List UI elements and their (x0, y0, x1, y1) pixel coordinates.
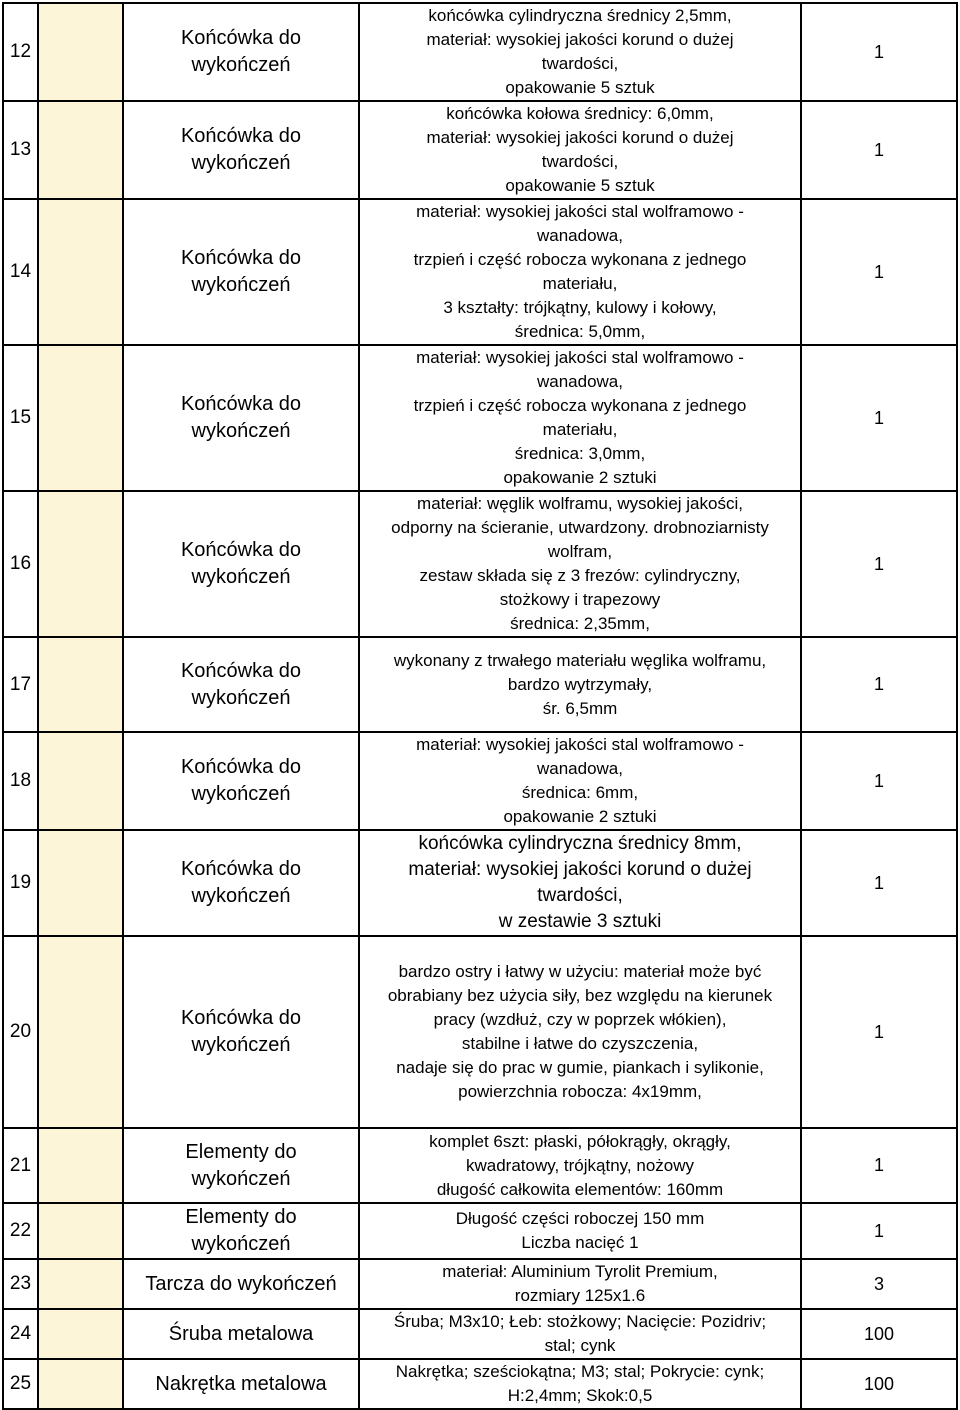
empty-cell (38, 732, 123, 830)
description-line: materiał: wysokiej jakości korund o dużej (426, 128, 734, 147)
description-line: materiał: Aluminium Tyrolit Premium, (442, 1262, 718, 1281)
description-line: śr. 6,5mm (542, 698, 618, 718)
description-cell (359, 732, 801, 830)
row-number-cell: 16 (3, 491, 38, 637)
item-name-cell (123, 830, 359, 936)
item-name-cell (123, 1128, 359, 1203)
description-line: zestaw składa się z 3 frezów: cylindryczny, (419, 566, 741, 585)
quantity-cell: 1 (801, 3, 957, 101)
table-row (3, 491, 957, 637)
empty-cell (38, 3, 123, 101)
table-row (3, 637, 957, 732)
quantity-cell: 1 (801, 491, 957, 637)
item-name-line: Końcówka do (180, 1007, 302, 1029)
description-line: średnica: 3,0mm, (514, 444, 646, 463)
table-row (3, 101, 957, 199)
description-line: kwadratowy, trójkątny, nożowy (465, 1155, 694, 1175)
item-name-line: wykończeń (191, 1233, 291, 1255)
empty-cell (38, 491, 123, 637)
item-name-cell (123, 3, 359, 101)
empty-cell (38, 1309, 123, 1359)
item-name-line: wykończeń (191, 686, 291, 709)
description-cell (359, 637, 801, 732)
item-name-line: Elementy do (185, 1206, 297, 1228)
quantity-cell: 1 (801, 101, 957, 199)
description-line: nadaje się do prac w gumie, piankach i sylikonie, (396, 1058, 764, 1077)
item-name-line: wykończeń (191, 420, 291, 442)
description-line: Liczba nacięć 1 (521, 1233, 639, 1252)
quantity-cell: 1 (801, 732, 957, 830)
table-row (3, 199, 957, 345)
item-name-line: Końcówka do (180, 756, 302, 778)
description-cell (359, 1309, 801, 1359)
description-line: komplet 6szt: płaski, półokrągły, okrągły, (429, 1131, 731, 1151)
item-name-line: Końcówka do (180, 393, 302, 415)
item-name-cell (123, 936, 359, 1128)
description-line: materiał: wysokiej jakości stal wolframowo - (416, 202, 744, 221)
item-name-line: Końcówka do (180, 539, 302, 561)
empty-cell (38, 637, 123, 732)
description-line: materiał: wysokiej jakości stal wolframowo - (416, 348, 744, 367)
table-row (3, 830, 957, 936)
description-line: średnica: 6mm, (521, 783, 639, 802)
row-number-cell: 12 (3, 3, 38, 101)
row-number-cell: 17 (3, 637, 38, 732)
table-row (3, 1259, 957, 1309)
description-line: wanadowa, (536, 759, 623, 778)
description-line: wolfram, (547, 542, 613, 561)
item-name-line: Nakrętka metalowa (155, 1372, 327, 1395)
quantity-cell: 1 (801, 1128, 957, 1203)
table-body (3, 3, 957, 1409)
description-line: opakowanie 2 sztuki (503, 468, 657, 487)
table-row (3, 732, 957, 830)
description-line: średnica: 2,35mm, (510, 614, 650, 633)
description-line: długość całkowita elementów: 160mm (436, 1179, 724, 1199)
item-name-cell (123, 732, 359, 830)
item-name-line: Śruba metalowa (168, 1322, 314, 1345)
empty-cell (38, 1359, 123, 1409)
description-line: średnica: 5,0mm, (514, 322, 646, 341)
quantity-cell: 1 (801, 637, 957, 732)
specification-table (2, 2, 958, 1410)
quantity-cell: 1 (801, 199, 957, 345)
row-number-cell: 20 (3, 936, 38, 1128)
description-line: wanadowa, (536, 226, 623, 245)
empty-cell (38, 345, 123, 491)
item-name-cell (123, 101, 359, 199)
description-line: rozmiary 125x1.6 (514, 1286, 646, 1305)
item-name-cell (123, 199, 359, 345)
description-line: powierzchnia robocza: 4x19mm, (458, 1082, 702, 1101)
item-name-line: Końcówka do (180, 858, 302, 880)
description-line: stabilne i łatwe do czyszczenia, (461, 1034, 699, 1053)
table-row (3, 936, 957, 1128)
item-name-cell (123, 637, 359, 732)
description-cell (359, 491, 801, 637)
description-line: twardości, (541, 54, 619, 73)
item-name-line: wykończeń (191, 54, 291, 76)
description-line: materiał: wysokiej jakości korund o dużej (426, 30, 734, 49)
description-line: 3 kształty: trójkątny, kulowy i kołowy, (443, 298, 717, 317)
description-line: materiału, (542, 274, 618, 293)
row-number-cell: 14 (3, 199, 38, 345)
description-line: Długość części roboczej 150 mm (455, 1209, 705, 1228)
table-row (3, 345, 957, 491)
item-name-line: Końcówka do (180, 659, 302, 682)
description-line: materiał: wysokiej jakości korund o dużej (408, 859, 752, 880)
description-line: trzpień i część robocza wykonana z jednego (413, 250, 747, 269)
empty-cell (38, 1203, 123, 1259)
item-name-line: Tarcza do wykończeń (145, 1272, 337, 1295)
description-line: końcówka kołowa średnicy: 6,0mm, (446, 104, 714, 123)
description-line: materiał: wysokiej jakości stal wolframowo - (416, 735, 744, 754)
quantity-cell: 100 (801, 1359, 957, 1409)
description-line: obrabiany bez użycia siły, bez względu na kierunek (387, 986, 773, 1005)
description-line: stal; cynk (544, 1336, 616, 1355)
description-line: wanadowa, (536, 372, 623, 391)
item-name-line: Elementy do (185, 1140, 297, 1163)
description-line: w zestawie 3 sztuki (498, 911, 662, 932)
description-line: opakowanie 2 sztuki (503, 807, 657, 826)
row-number-cell: 13 (3, 101, 38, 199)
item-name-line: wykończeń (191, 152, 291, 174)
description-line: Śruba; M3x10; Łeb: stożkowy; Nacięcie: Pozidriv; (393, 1312, 767, 1331)
item-name-cell (123, 1259, 359, 1309)
row-number-cell: 24 (3, 1309, 38, 1359)
description-line: wykonany z trwałego materiału węglika wolframu, (393, 650, 767, 670)
quantity-cell: 1 (801, 830, 957, 936)
description-line: materiał: węglik wolframu, wysokiej jakości, (417, 494, 743, 513)
empty-cell (38, 101, 123, 199)
row-number-cell: 19 (3, 830, 38, 936)
quantity-cell: 100 (801, 1309, 957, 1359)
item-name-line: wykończeń (191, 566, 291, 588)
empty-cell (38, 1259, 123, 1309)
item-name-line: Końcówka do (180, 27, 302, 49)
empty-cell (38, 936, 123, 1128)
item-name-cell (123, 345, 359, 491)
description-cell (359, 1259, 801, 1309)
description-cell (359, 1128, 801, 1203)
item-name-cell (123, 1309, 359, 1359)
description-line: odporny na ścieranie, utwardzony. drobnoziarnisty (391, 518, 769, 537)
item-name-line: wykończeń (191, 1167, 291, 1190)
description-line: H:2,4mm; Skok:0,5 (507, 1386, 653, 1405)
description-line: bardzo ostry i łatwy w użyciu: materiał może być (398, 962, 762, 981)
quantity-cell: 3 (801, 1259, 957, 1309)
description-cell (359, 199, 801, 345)
table-row (3, 3, 957, 101)
description-cell (359, 345, 801, 491)
description-cell (359, 1359, 801, 1409)
description-cell (359, 830, 801, 936)
item-name-cell (123, 491, 359, 637)
description-cell (359, 1203, 801, 1259)
description-line: końcówka cylindryczna średnicy 2,5mm, (428, 6, 732, 25)
description-cell (359, 936, 801, 1128)
quantity-cell: 1 (801, 345, 957, 491)
description-cell (359, 101, 801, 199)
description-line: trzpień i część robocza wykonana z jednego (413, 396, 747, 415)
description-line: materiału, (542, 420, 618, 439)
description-line: stożkowy i trapezowy (499, 590, 661, 609)
description-line: bardzo wytrzymały, (507, 674, 653, 694)
item-name-line: wykończeń (191, 274, 291, 296)
table-row (3, 1128, 957, 1203)
item-name-line: wykończeń (191, 783, 291, 805)
empty-cell (38, 199, 123, 345)
description-line: opakowanie 5 sztuk (505, 176, 655, 195)
description-line: pracy (wzdłuż, czy w poprzek włókien), (433, 1010, 727, 1029)
quantity-cell: 1 (801, 936, 957, 1128)
empty-cell (38, 830, 123, 936)
item-name-cell (123, 1203, 359, 1259)
table-row (3, 1203, 957, 1259)
item-name-line: Końcówka do (180, 125, 302, 147)
description-line: Nakrętka; sześciokątna; M3; stal; Pokrycie: cynk; (395, 1362, 765, 1381)
description-line: końcówka cylindryczna średnicy 8mm, (418, 833, 742, 854)
empty-cell (38, 1128, 123, 1203)
row-number-cell: 21 (3, 1128, 38, 1203)
description-line: twardości, (541, 152, 619, 171)
description-line: opakowanie 5 sztuk (505, 78, 655, 97)
item-name-line: wykończeń (191, 885, 291, 907)
item-name-cell (123, 1359, 359, 1409)
quantity-cell: 1 (801, 1203, 957, 1259)
description-line: twardości, (537, 885, 623, 906)
item-name-line: wykończeń (191, 1034, 291, 1056)
table-row (3, 1309, 957, 1359)
row-number-cell: 23 (3, 1259, 38, 1309)
row-number-cell: 18 (3, 732, 38, 830)
row-number-cell: 22 (3, 1203, 38, 1259)
row-number-cell: 15 (3, 345, 38, 491)
table-row (3, 1359, 957, 1409)
description-cell (359, 3, 801, 101)
row-number-cell: 25 (3, 1359, 38, 1409)
item-name-line: Końcówka do (180, 247, 302, 269)
